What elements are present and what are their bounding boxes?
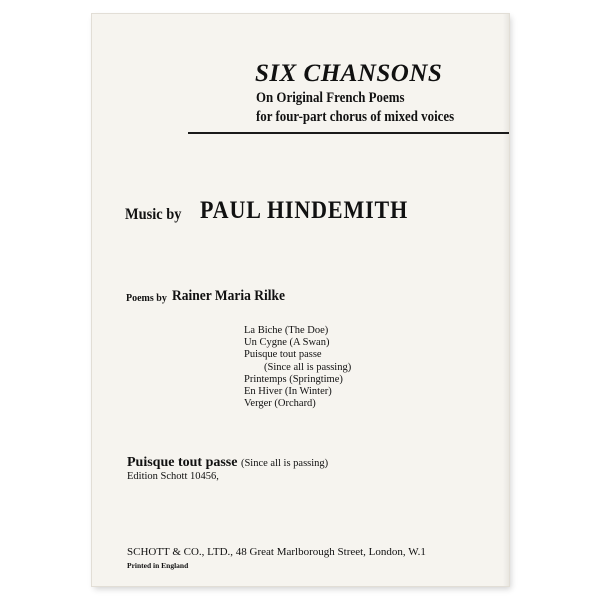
title-rule	[188, 132, 509, 134]
poet-name-text: Rainer Maria Rilke	[172, 288, 285, 304]
edition-title-translation: (Since all is passing)	[240, 458, 329, 469]
title: SIX CHANSONS	[255, 60, 443, 87]
edition-title-text: Puisque tout passe	[127, 455, 238, 470]
subtitle-line-1-text: On Original French Poems	[256, 90, 405, 106]
music-by-label-text: Music by	[125, 206, 182, 223]
song-item-translation: (Since all is passing)	[264, 361, 352, 373]
poet-name	[172, 288, 298, 305]
composer-name-text: PAUL HINDEMITH	[200, 197, 409, 224]
page-edge-shadow	[503, 14, 509, 586]
song-item: Puisque tout passe	[244, 349, 322, 361]
song-item: En Hiver (In Winter)	[244, 386, 332, 398]
cover-page	[92, 14, 509, 586]
music-by-label	[125, 206, 188, 224]
edition-number: Edition Schott 10456,	[127, 471, 219, 482]
song-item: Un Cygne (A Swan)	[244, 337, 330, 349]
song-list	[244, 325, 351, 410]
composer-name	[200, 197, 436, 225]
song-item: La Biche (The Doe)	[244, 325, 329, 336]
subtitle-line-1	[256, 90, 429, 107]
publisher-address: SCHOTT & CO., LTD., 48 Great Marlborough Street, London, W.1	[127, 546, 426, 558]
subtitle-line-2-text: for four-part chorus of mixed voices	[256, 109, 455, 125]
poems-by-label: Poems by	[126, 293, 167, 304]
subtitle-line-2	[256, 109, 486, 126]
song-item: Printemps (Springtime)	[244, 373, 343, 385]
song-item: Verger (Orchard)	[244, 398, 316, 410]
printed-in-label: Printed in England	[127, 561, 189, 570]
edition-title	[127, 455, 328, 471]
